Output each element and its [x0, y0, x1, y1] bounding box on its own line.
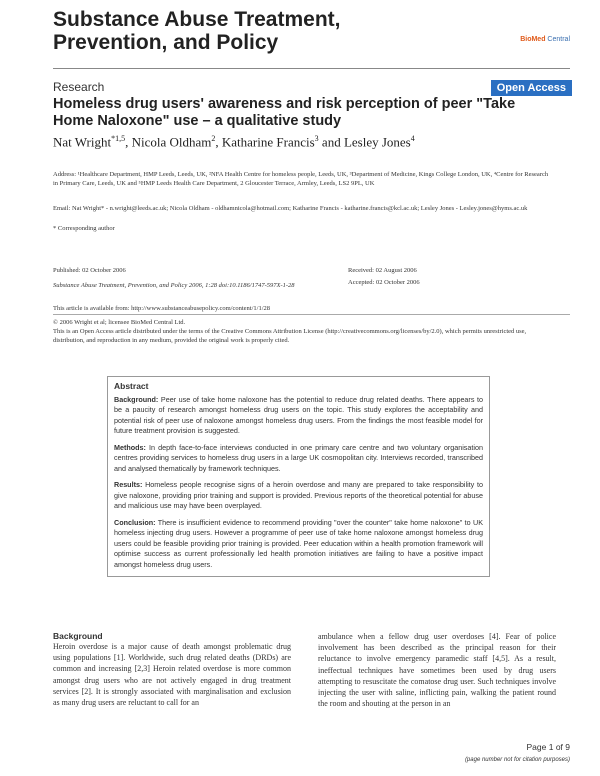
body-column-right — [318, 631, 556, 709]
author-name: Nat Wright — [53, 134, 112, 150]
author-separator: , — [215, 134, 222, 150]
abstract-background — [114, 395, 483, 437]
accepted-date: Accepted: 02 October 2006 — [348, 279, 420, 286]
journal-title — [53, 8, 413, 54]
publisher-logo-central: Central — [545, 36, 570, 43]
abstract-results — [114, 480, 483, 512]
author-affiliation: 3 — [314, 134, 319, 143]
corresponding-note: * Corresponding author — [53, 225, 115, 232]
copyright-line: © 2006 Wright et al; licensee BioMed Central Ltd. — [53, 319, 186, 326]
abstract-box — [107, 376, 490, 577]
publisher-logo-bio: BioMed — [520, 36, 546, 43]
published-date: Published: 02 October 2006 — [53, 267, 126, 274]
article-url[interactable]: This article is available from: http://www.substanceabusepolicy.com/content/1/1/28 — [53, 305, 271, 312]
abstract-methods — [114, 443, 483, 475]
author-separator: and — [318, 134, 344, 150]
abstract-text: Homeless people recognise signs of a heroin overdose and many are prepared to take responsibility to give naloxone, providing prior training and support is provided. Previous reports of the theoretical potential for abuse and malicious use may have been overplayed. — [114, 480, 483, 510]
body-paragraph: ambulance when a fellow drug user overdoses [4]. Fear of police involvement has been described as the principal reason for their reluctance to involve emergency paramedic staff [4,5]. As a result, ineffectual techniques have sometimes been used by drug users attempting to resuscitate the comatose drug user. Such techniques involve injecting the user with saline, inflicting pain, walking the patient round the room and shouting at the person in an — [318, 632, 556, 709]
abstract-conclusion — [114, 518, 483, 571]
author-affiliation: 2 — [211, 134, 216, 143]
address-block: Address: ¹Healthcare Department, HMP Leeds, Leeds, UK, ²NFA Health Centre for homeless people, Leeds, UK, ³Department of Medicine, Kings College London, UK, ⁴Centre for Research in Primary Care, Leeds, UK and ⁵HMP Leeds Health Care Department, 2 Gloucester Terrace, Armley, Leeds, LS2 9PL, UK — [53, 171, 549, 187]
author-list — [53, 134, 415, 150]
abstract-label: Background: — [114, 394, 159, 404]
body-column-left — [53, 631, 291, 708]
meta-divider — [53, 314, 570, 315]
abstract-text: There is insufficient evidence to recommend providing "over the counter" take home naloxone" to UK homeless injecting drug users. However a programme of peer use of take home naloxone amongst homeless drug users could be feasible providing prior training is provided. Peer education within a health promotion framework will optimise success as current professionally led health promotion initiatives are failing to have a positive impact amongst homeless drug users. — [114, 517, 483, 569]
author-affiliation: 4 — [410, 134, 415, 143]
author-separator: , — [125, 134, 132, 150]
abstract-label: Conclusion: — [114, 517, 156, 527]
journal-title-line2: Prevention, and Policy — [53, 31, 279, 54]
email-block: Email: Nat Wright* - n.wright@leeds.ac.uk; Nicola Oldham - oldhamnicola@hotmail.com; Katharine Francis - katharine.francis@kcl.ac.uk; Lesley Jones - Lesley.jones@hyms.ac.uk — [53, 205, 528, 212]
body-paragraph: Heroin overdose is a major cause of death amongst problematic drug using populations [1]. Worldwide, such drug related deaths (DRDs) are common and increasing [2,3] Heroin related overdose is more common amongst drug users who are not actively engaged in drug treatment services [2]. It is strongly associated with marginalisation and exclusion as many drug users are reluctant to call for an — [53, 642, 291, 708]
background-heading: Background — [53, 631, 103, 641]
author-name: Katharine Francis — [221, 134, 315, 150]
abstract-text: Peer use of take home naloxone has the potential to reduce drug related deaths. There appears to be a paucity of research amongst homeless drug users on the topic. This study explores the acceptability and potential risk of peer use of naloxone amongst homeless drug users. From the findings the most feasible model for future treatment provision is suggested. — [114, 394, 483, 435]
journal-title-line1: Substance Abuse Treatment, — [53, 8, 341, 31]
abstract-label: Methods: — [114, 442, 146, 452]
page-number: Page 1 of 9 — [526, 742, 570, 752]
author-name: Nicola Oldham — [131, 134, 212, 150]
open-access-badge: Open Access — [491, 80, 572, 96]
abstract-heading: Abstract — [114, 381, 149, 391]
author-name: Lesley Jones — [343, 134, 411, 150]
publisher-logo — [520, 36, 570, 43]
abstract-text: In depth face-to-face interviews conducted in one primary care centre and two voluntary organisation centres providing services to homeless drug users in a large UK cosmopolitan city. Interviews recorded, transcribed and analysed thematically by framework techniques. — [114, 442, 483, 473]
citation-line: Substance Abuse Treatment, Prevention, and Policy 2006, 1:28 doi:10.1186/1747-597X-1-28 — [53, 282, 295, 289]
received-date: Received: 02 August 2006 — [348, 267, 417, 274]
header-divider — [53, 68, 570, 69]
section-label: Research — [53, 80, 105, 94]
abstract-label: Results: — [114, 480, 143, 489]
article-title: Homeless drug users' awareness and risk perception of peer "Take Home Naloxone" use – a qualitative study — [53, 96, 516, 129]
license-text: This is an Open Access article distributed under the terms of the Creative Commons Attribution License (http://creativecommons.org/licenses/by/2.0), which permits unrestricted use, distribution, and reproduction in any medium, provided the original work is properly cited. — [53, 328, 527, 344]
author-affiliation: *1,5 — [111, 134, 126, 143]
page-number-note: (page number not for citation purposes) — [464, 757, 570, 763]
